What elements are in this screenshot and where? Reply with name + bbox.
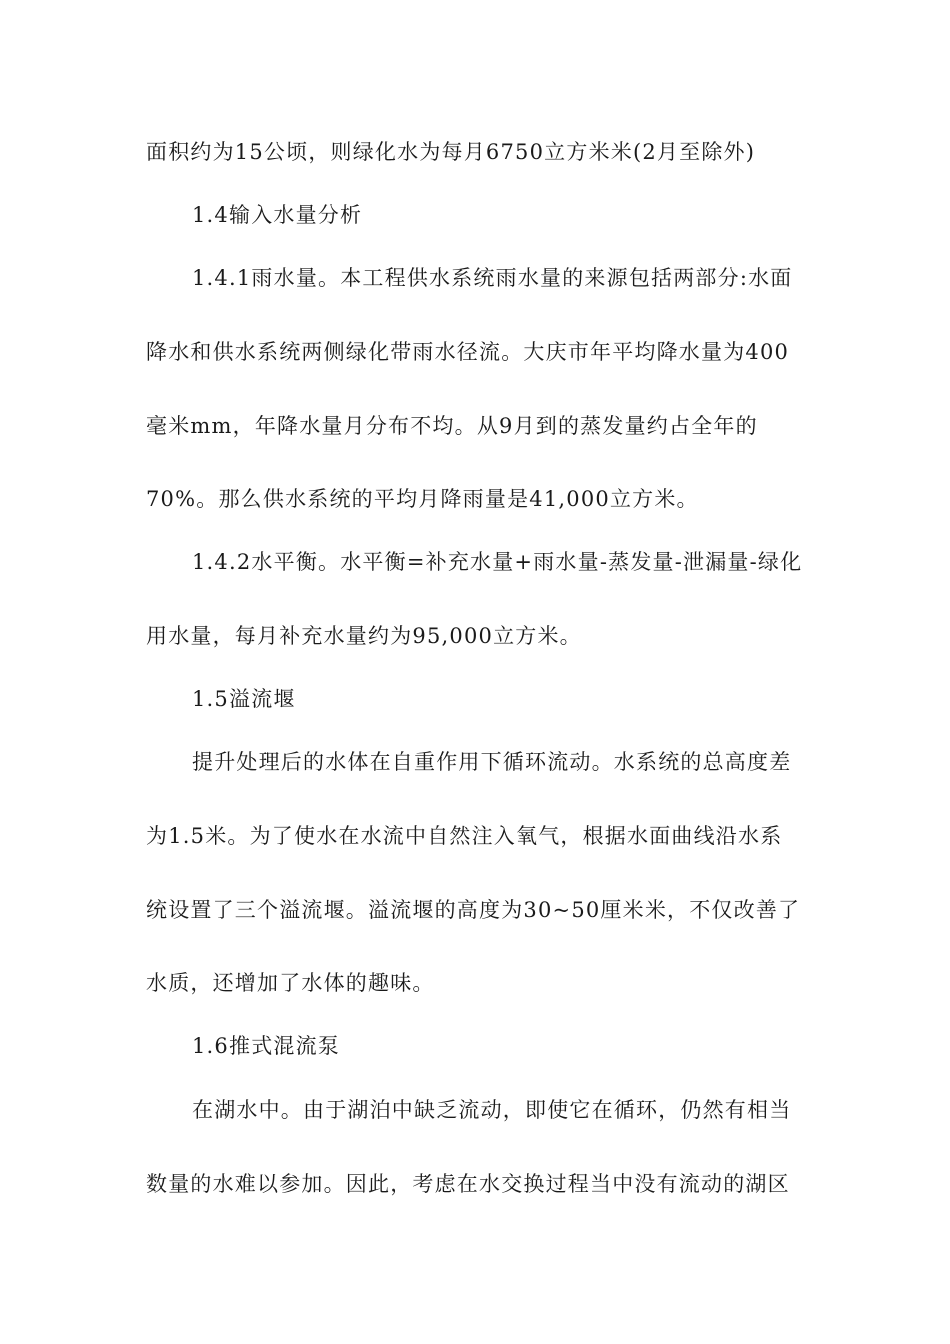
paragraph-line: 毫米mm，年降水量月分布不均。从9月到的蒸发量约占全年的	[146, 414, 758, 438]
section-heading-1-4: 1.4输入水量分析	[192, 203, 363, 227]
paragraph-line: 用水量，每月补充水量约为95,000立方米。	[146, 624, 582, 648]
paragraph-line: 数量的水难以参加。因此，考虑在水交换过程当中没有流动的湖区	[146, 1172, 790, 1196]
paragraph-line: 为1.5米。为了使水在水流中自然注入氧气，根据水面曲线沿水系	[146, 824, 783, 848]
paragraph-line: 1.4.1雨水量。本工程供水系统雨水量的来源包括两部分:水面	[192, 266, 793, 290]
paragraph-line: 70%。那么供水系统的平均月降雨量是41,000立方米。	[146, 487, 699, 511]
section-heading-1-5: 1.5溢流堰	[192, 687, 296, 711]
section-heading-1-6: 1.6推式混流泵	[192, 1034, 340, 1058]
paragraph-line: 水质，还增加了水体的趣味。	[146, 971, 435, 995]
paragraph-line: 1.4.2水平衡。水平衡=补充水量+雨水量-蒸发量-泄漏量-绿化	[192, 550, 803, 574]
paragraph-line: 降水和供水系统两侧绿化带雨水径流。大庆市年平均降水量为400	[146, 340, 790, 364]
text-line-continuation: 面积约为15公顷，则绿化水为每月6750立方米米(2月至除外)	[146, 140, 756, 164]
paragraph-line: 提升处理后的水体在自重作用下循环流动。水系统的总高度差	[192, 750, 792, 774]
paragraph-line: 统设置了三个溢流堰。溢流堰的高度为30~50厘米米，不仅改善了	[146, 898, 801, 922]
paragraph-line: 在湖水中。由于湖泊中缺乏流动，即使它在循环，仍然有相当	[192, 1098, 792, 1122]
